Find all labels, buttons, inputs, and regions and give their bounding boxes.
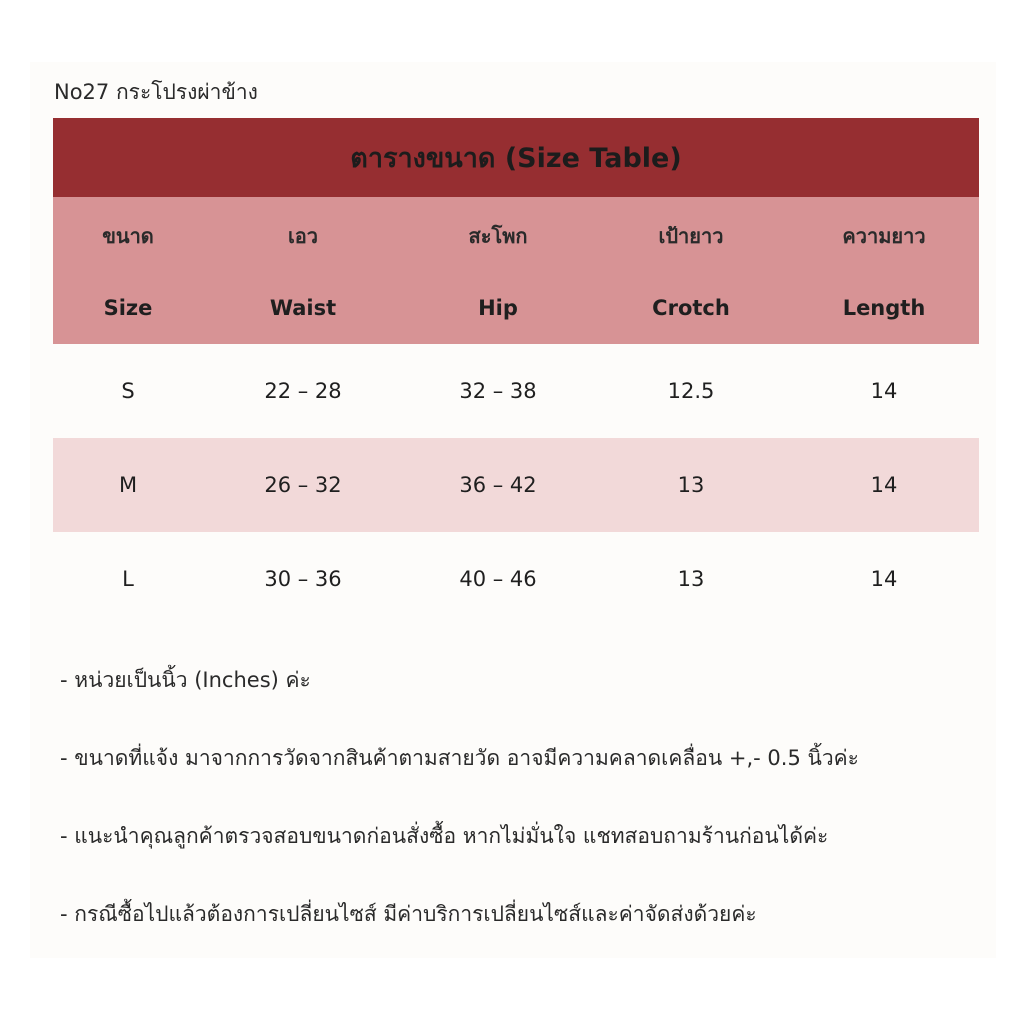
header-length-en: Length <box>842 296 926 320</box>
header-crotch-th: เป้ายาว <box>658 223 724 248</box>
cell-length: 14 <box>870 379 898 403</box>
cell-hip: 36 – 42 <box>459 473 537 497</box>
note-unit: - หน่วยเป็นนิ้ว (Inches) ค่ะ <box>60 668 311 692</box>
header-row-english <box>53 272 979 344</box>
product-title: No27 กระโปรงผ่าข้าง <box>54 80 258 104</box>
header-waist-en: Waist <box>269 296 337 320</box>
header-row-thai <box>53 197 979 272</box>
cell-crotch: 13 <box>677 473 705 497</box>
cell-crotch: 13 <box>677 567 705 591</box>
cell-hip: 40 – 46 <box>459 567 537 591</box>
size-table-header <box>53 197 979 344</box>
notes-list <box>60 664 990 976</box>
header-hip-en: Hip <box>478 296 518 320</box>
header-crotch-en: Crotch <box>652 296 730 320</box>
header-hip-th: สะโพก <box>468 223 528 248</box>
cell-waist: 30 – 36 <box>264 567 342 591</box>
size-table-title: ตารางขนาด (Size Table) <box>53 118 979 197</box>
header-size-th: ขนาด <box>102 223 154 248</box>
note-tolerance: - ขนาดที่แจ้ง มาจากการวัดจากสินค้าตามสายวัด อาจมีความคลาดเคลื่อน +,- 0.5 นิ้วค่ะ <box>60 746 859 770</box>
table-row-l <box>53 532 979 626</box>
table-row-m <box>53 438 979 532</box>
cell-length: 14 <box>870 473 898 497</box>
header-waist-th: เอว <box>287 223 319 248</box>
cell-size: L <box>122 567 134 591</box>
size-table <box>53 118 979 626</box>
cell-waist: 26 – 32 <box>264 473 342 497</box>
cell-hip: 32 – 38 <box>459 379 537 403</box>
header-size-en: Size <box>103 296 153 320</box>
cell-length: 14 <box>870 567 898 591</box>
table-row-s <box>53 344 979 438</box>
note-check-size: - แนะนำคุณลูกค้าตรวจสอบขนาดก่อนสั่งซื้อ หากไม่มั่นใจ แชทสอบถามร้านก่อนได้ค่ะ <box>60 824 829 848</box>
cell-size: S <box>121 379 135 403</box>
cell-crotch: 12.5 <box>667 379 715 403</box>
note-exchange: - กรณีซื้อไปแล้วต้องการเปลี่ยนไซส์ มีค่าบริการเปลี่ยนไซส์และค่าจัดส่งด้วยค่ะ <box>60 902 757 926</box>
header-length-th: ความยาว <box>842 223 926 248</box>
cell-size: M <box>118 473 138 497</box>
cell-waist: 22 – 28 <box>264 379 342 403</box>
